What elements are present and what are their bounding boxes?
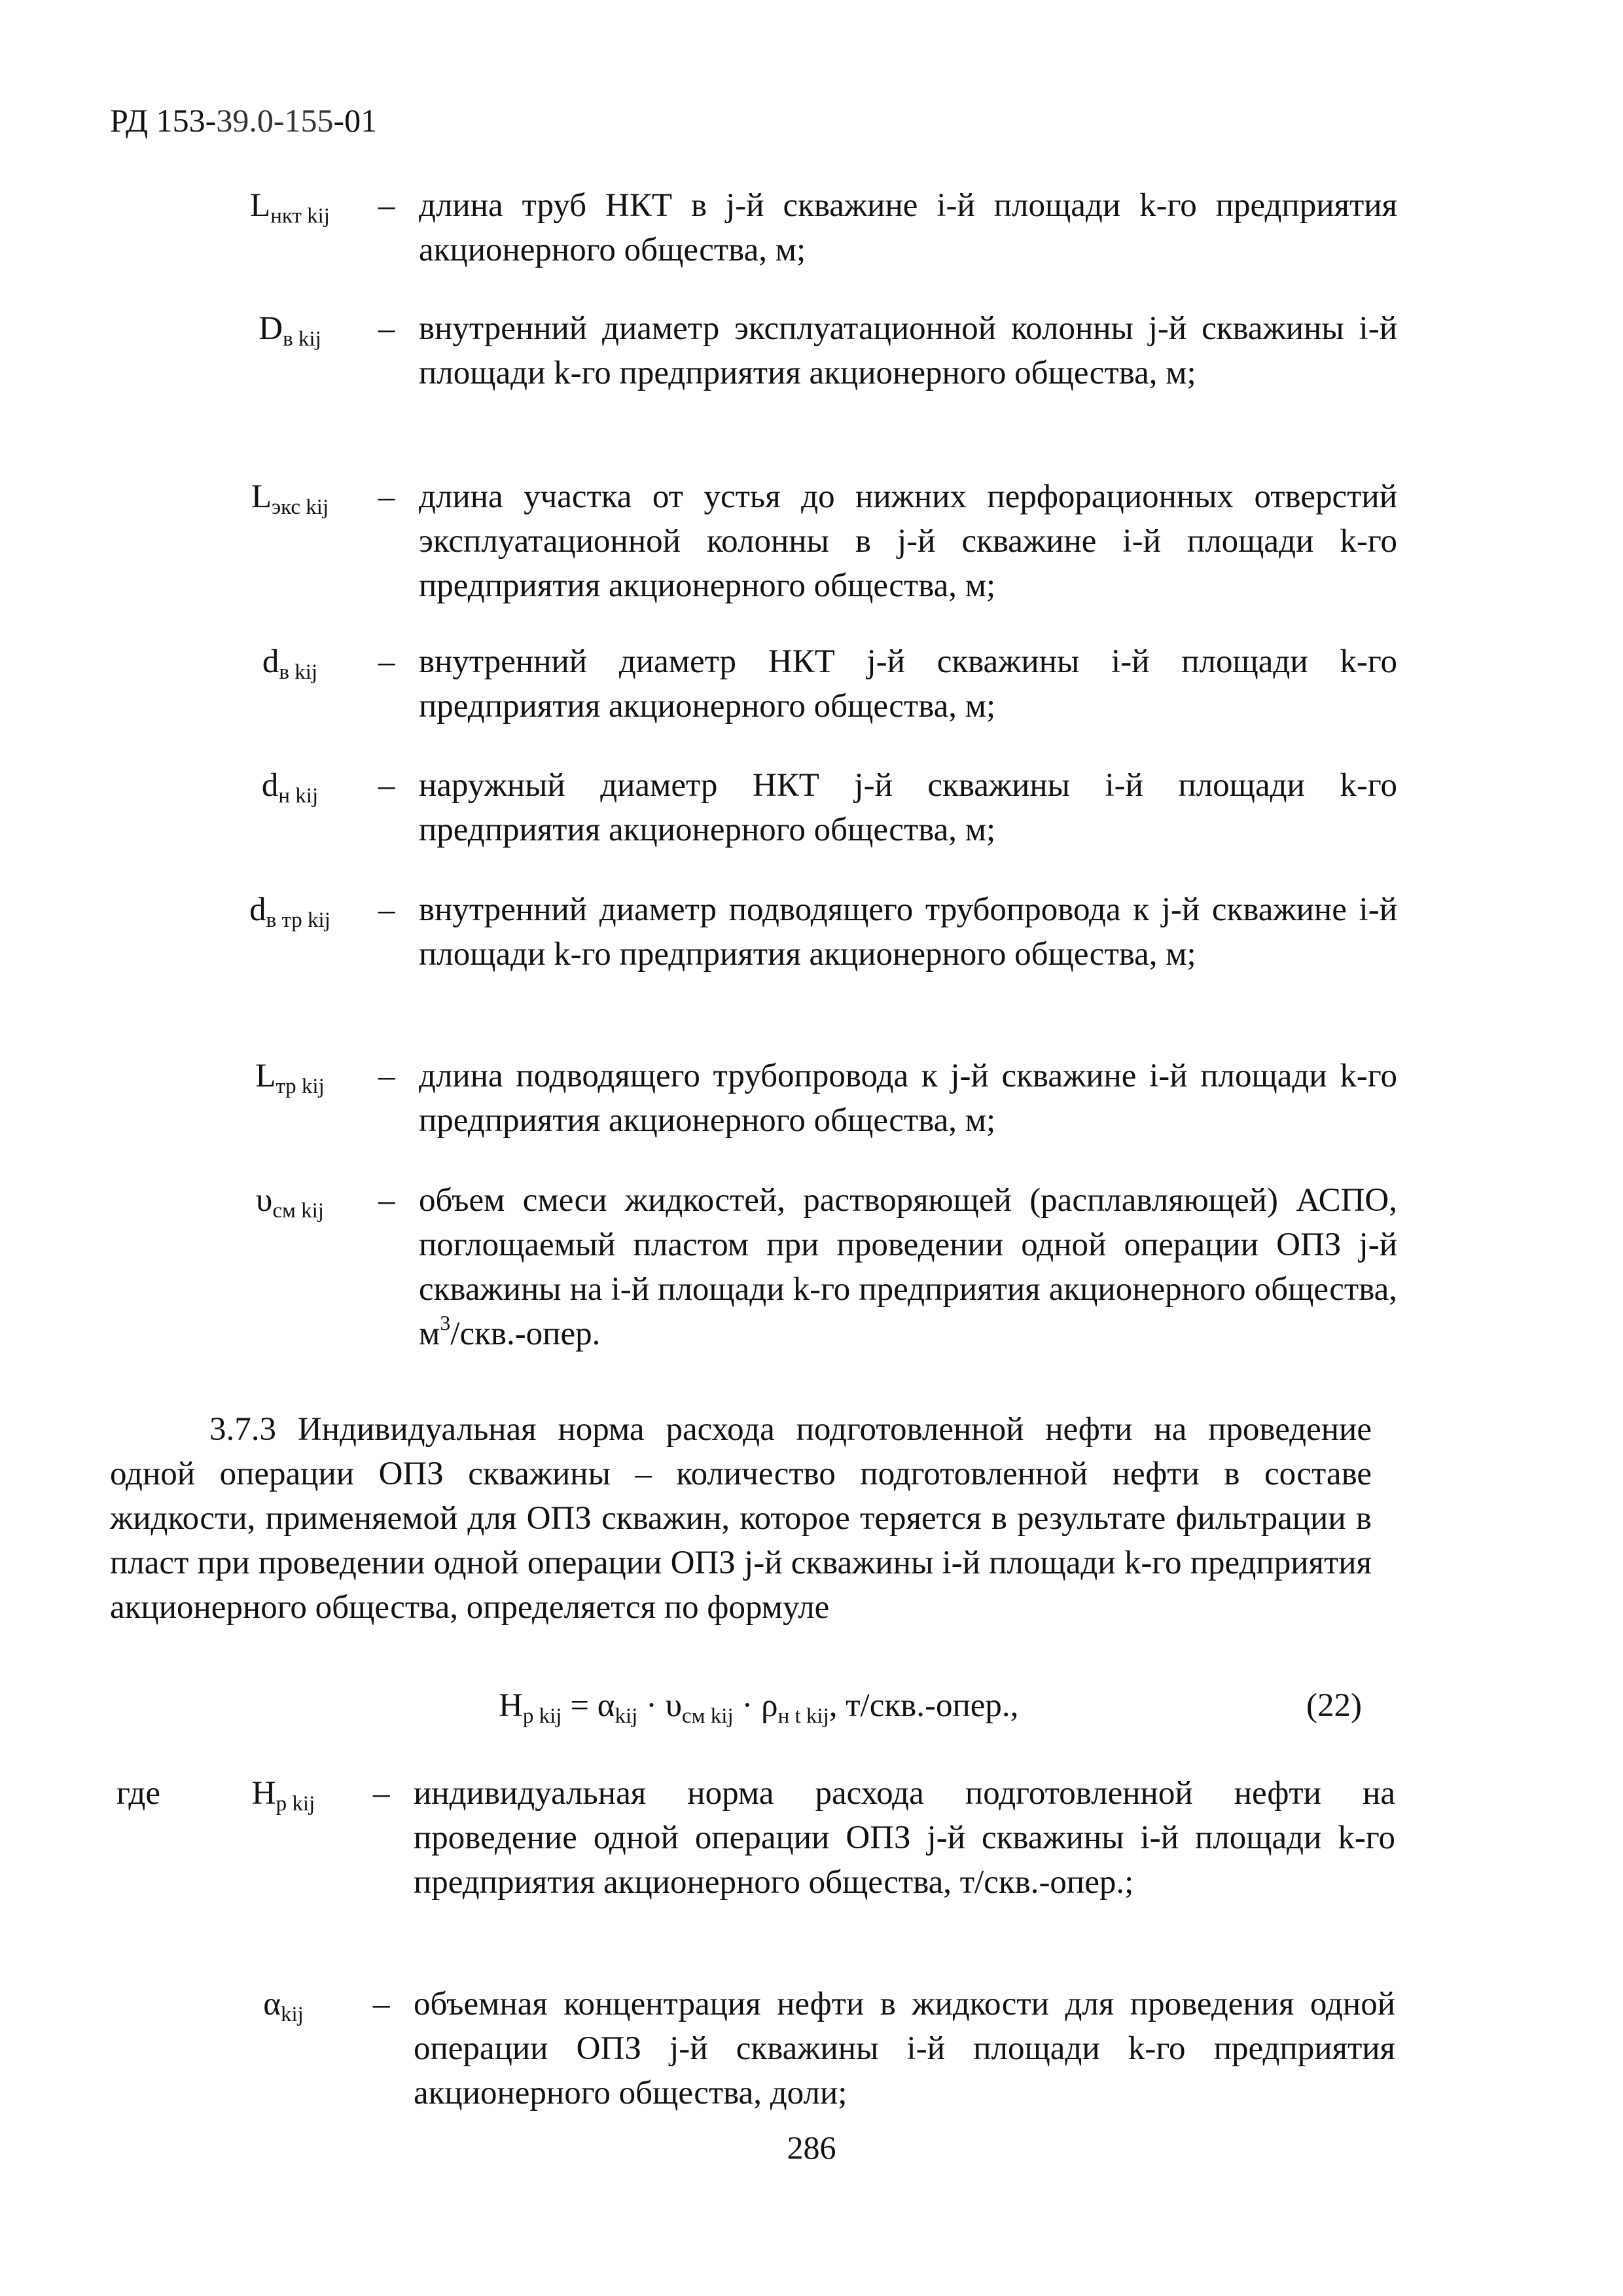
definition-dash: – <box>378 187 395 224</box>
equation-number: (22) <box>1306 1687 1362 1724</box>
section-paragraph: 3.7.3 Индивидуальная норма расхода подготовленной нефти на проведение одной операции ОПЗ скважины – количество подготовленной нефти в составе жидкости, применяемой для ОПЗ скважин, которое теряется в результате фильтрации в пласт при проведении одной операции ОПЗ j-й скважины i-й площади k-го предприятия акционерного общества, определяется по формуле <box>110 1411 1372 1626</box>
definition-symbol: $\alpha_{kij}$ <box>263 1986 304 2026</box>
definition-dash: – <box>373 1775 390 1812</box>
definition-symbol: $\upsilon_{см kij}$ <box>256 1182 324 1223</box>
definition-dash: – <box>378 1182 395 1219</box>
definition-text: индивидуальная норма расхода подготовленной нефти на проведение одной операции ОПЗ j-й скважины i-й площади k-го предприятия акционерного общества, т/скв.-опер.; <box>414 1775 1395 1901</box>
definition-symbol: $L_{нкт kij}$ <box>250 187 330 228</box>
definition-text: внутренний диаметр эксплуатационной колонны j-й скважины i-й площади k-го предприятия акционерного общества, м; <box>419 310 1397 391</box>
page-number: 286 <box>787 2129 836 2166</box>
definition-dash: – <box>373 1986 390 2022</box>
formula: $Н_{р kij} = \alpha_{kij} \cdot \upsilon_{см kij} \cdot \rho_{н t kij}$, т/скв.-опер., <box>499 1687 1019 1728</box>
definition-dash: – <box>378 310 395 347</box>
definition-symbol: $d_{в тр kij}$ <box>249 891 330 932</box>
definition-text: длина подводящего трубопровода к j-й скважине i-й площади k-го предприятия акционерного общества, м; <box>419 1058 1397 1139</box>
definition-text: длина труб НКТ в j-й скважине i-й площади k-го предприятия акционерного общества, м; <box>419 187 1397 268</box>
definition-text: внутренний диаметр НКТ j-й скважины i-й площади k-го предприятия акционерного общества, м; <box>419 643 1397 725</box>
definition-text: объем смеси жидкостей, растворяющей (расплавляющей) АСПО, поглощаемый пластом при проведении одной операции ОПЗ j-й скважины на i-й площади k-го предприятия акционерного общества, $м^3/скв$.-опер. <box>419 1182 1397 1352</box>
header-suffix: -01 <box>333 102 378 139</box>
definition-dash: – <box>378 891 395 928</box>
definition-dash: – <box>378 1058 395 1094</box>
definition-symbol: $D_{в kij}$ <box>259 310 321 351</box>
definition-text: объемная концентрация нефти в жидкости для проведения одной операции ОПЗ j-й скважины i-й площади k-го предприятия акционерного общества, доли; <box>414 1986 1395 2111</box>
where-label: где <box>116 1775 160 1812</box>
definition-dash: – <box>378 478 395 515</box>
definition-text: внутренний диаметр подводящего трубопровода к j-й скважине i-й площади k-го предприятия акционерного общества, м; <box>419 891 1397 973</box>
definition-dash: – <box>378 643 395 680</box>
definition-symbol: $L_{экс kij}$ <box>251 478 329 519</box>
definition-symbol: $d_{н kij}$ <box>261 767 319 808</box>
document-header <box>110 98 377 143</box>
definition-text: наружный диаметр НКТ j-й скважины i-й площади k-го предприятия акционерного общества, м; <box>419 767 1397 848</box>
header-smudged-code: 39.0-155 <box>216 102 334 139</box>
header-prefix: РД 153- <box>110 102 217 139</box>
definition-symbol: $d_{в kij}$ <box>262 643 318 684</box>
definition-symbol: $Н_{р kij}$ <box>251 1775 315 1816</box>
definition-dash: – <box>378 767 395 804</box>
definition-symbol: $L_{тр kij}$ <box>255 1058 325 1098</box>
definition-text: длина участка от устья до нижних перфорационных отверстий эксплуатационной колонны в j-й скважине i-й площади k-го предприятия акционерного общества, м; <box>419 478 1397 604</box>
